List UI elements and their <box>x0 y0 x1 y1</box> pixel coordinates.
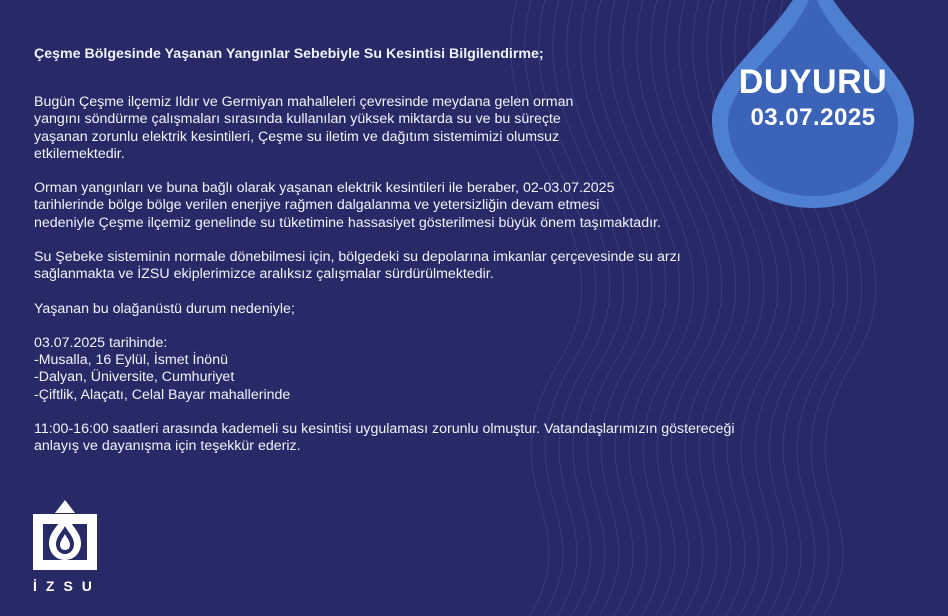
paragraph-2: Orman yangınları ve buna bağlı olarak yaşanan elektrik kesintileri ile beraber, 02-03.07.2025 tarihlerinde bölge bölge verilen enerjiye rağmen dalgalanma ve yetersizliğin devam etmesi nedeniyle Çeşme ilçemiz genelinde su tüketimine hassasiyet gösterilmesi büyük önem taşımaktadır. <box>34 180 661 231</box>
paragraph-3: Su Şebeke sisteminin normale dönebilmesi için, bölgedeki su depolarına imkanlar çerçevesinde su arzı sağlanmakta ve İZSU ekiplerimizce aralıksız çalışmalar sürdürülmektedir. <box>34 249 681 283</box>
badge-title: DUYURU <box>738 63 888 101</box>
paragraph-5: 03.07.2025 tarihinde: -Musalla, 16 Eylül, İsmet İnönü -Dalyan, Üniversite, Cumhuriyet -Çiftlik, Alaçatı, Celal Bayar mahallerinde <box>34 334 291 403</box>
paragraph-4: Yaşanan bu olağanüstü durum nedeniyle; <box>34 300 295 317</box>
paragraph-6: 11:00-16:00 saatleri arasında kademeli su kesintisi uygulaması zorunlu olmuştur. Vatandaşlarımızın göstereceği anlayış ve dayanışma için teşekkür ederiz. <box>34 420 735 455</box>
badge-date: 03.07.2025 <box>750 104 876 131</box>
announcement-title: Çeşme Bölgesinde Yaşanan Yangınlar Sebebiyle Su Kesintisi Bilgilendirme; <box>34 46 544 62</box>
izsu-drop-logo-icon <box>32 500 98 572</box>
announcement-body <box>34 46 874 473</box>
paragraph-1: Bugün Çeşme ilçemiz Ildır ve Germiyan mahalleleri çevresinde meydana gelen orman yangını söndürme çalışmaları sırasında kullanılan yüksek miktarda su ve bu süreçte yaşanan zorunlu elektrik kesintileri, Çeşme su iletim ve dağıtım sistemimizi olumsuz etkilemektedir. <box>34 94 574 162</box>
logo-text: İZSU <box>33 578 101 594</box>
izsu-logo <box>32 500 101 594</box>
